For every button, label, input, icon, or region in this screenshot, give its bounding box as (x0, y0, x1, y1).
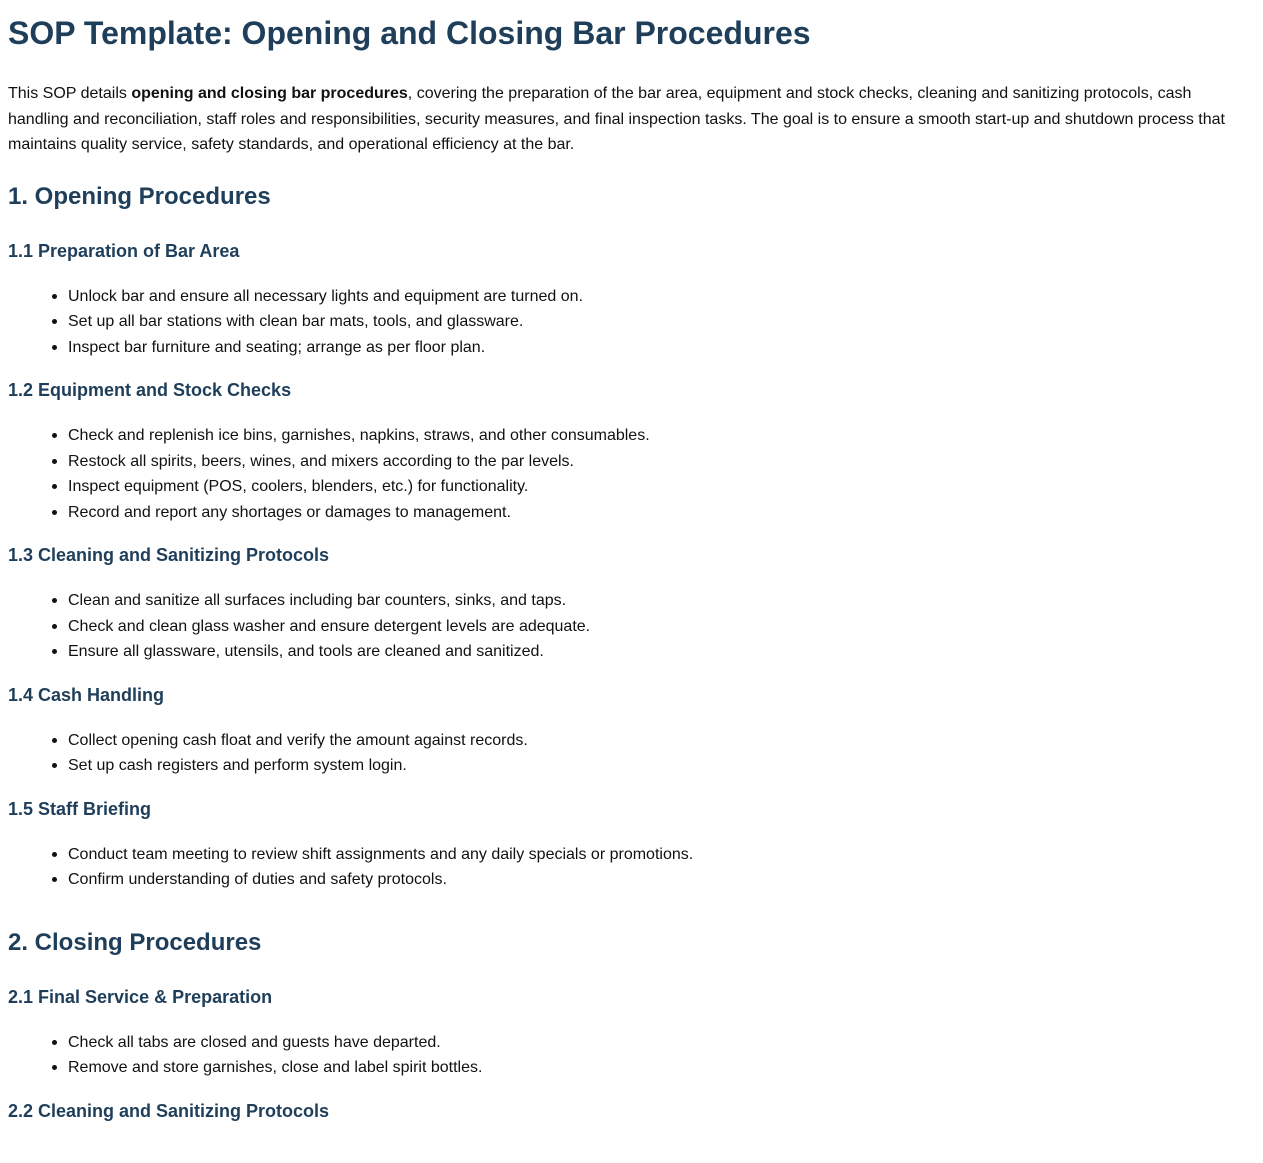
list-item: Unlock bar and ensure all necessary lights and equipment are turned on. (68, 284, 1255, 310)
section-title: 2. Closing Procedures (8, 928, 262, 956)
bullet-icon (52, 598, 57, 603)
subsection-title: 1.1 Preparation of Bar Area (8, 240, 240, 261)
list-item: Ensure all glassware, utensils, and tools are cleaned and sanitized. (68, 639, 1255, 665)
list-item: Check and clean glass washer and ensure detergent levels are adequate. (68, 614, 1255, 640)
bullet-icon (52, 624, 57, 629)
bullet-list (8, 728, 1255, 779)
list-item: Check all tabs are closed and guests have departed. (68, 1030, 1255, 1056)
subsection-title: 2.1 Final Service & Preparation (8, 986, 273, 1007)
bullet-list (8, 423, 1255, 525)
list-item: Remove and store garnishes, close and label spirit bottles. (68, 1055, 1255, 1081)
bullet-icon (52, 1040, 57, 1045)
intro-suffix: , covering the preparation of the bar area, equipment and stock checks, cleaning and sanitizing protocols, cash handling and reconciliation, staff roles and responsibilities, security measures, and final inspection tasks. The goal is to ensure a smooth start-up and shutdown process that maintains quality service, safety standards, and operational efficiency at the bar. (8, 85, 1225, 153)
bullet-list (8, 842, 1255, 893)
bullet-icon (52, 459, 57, 464)
subsection-title: 2.2 Cleaning and Sanitizing Protocols (8, 1100, 330, 1121)
intro-prefix: This SOP details (8, 85, 132, 102)
bullet-icon (52, 484, 57, 489)
subsection-title: 1.5 Staff Briefing (8, 798, 152, 819)
page-title: SOP Template: Opening and Closing Bar Procedures (8, 15, 811, 51)
bullet-icon (52, 345, 57, 350)
list-item: Set up cash registers and perform system login. (68, 753, 1255, 779)
list-item: Collect opening cash float and verify the amount against records. (68, 728, 1255, 754)
section-title: 1. Opening Procedures (8, 182, 271, 210)
list-item: Check and replenish ice bins, garnishes, napkins, straws, and other consumables. (68, 423, 1255, 449)
bullet-list (8, 588, 1255, 665)
list-item: Inspect bar furniture and seating; arrange as per floor plan. (68, 335, 1255, 361)
list-item: Clean and sanitize all surfaces including bar counters, sinks, and taps. (68, 588, 1255, 614)
bullet-icon (52, 294, 57, 299)
bullet-list (8, 284, 1255, 361)
bullet-icon (52, 1065, 57, 1070)
list-item: Inspect equipment (POS, coolers, blenders, etc.) for functionality. (68, 474, 1255, 500)
subsection-title: 1.3 Cleaning and Sanitizing Protocols (8, 545, 330, 565)
bullet-icon (52, 510, 57, 515)
list-item: Restock all spirits, beers, wines, and mixers according to the par levels. (68, 449, 1255, 475)
bullet-icon (52, 877, 57, 882)
bullet-icon (52, 433, 57, 438)
list-item: Record and report any shortages or damages to management. (68, 500, 1255, 526)
bullet-icon (52, 763, 57, 768)
subsection-title: 1.4 Cash Handling (8, 684, 165, 705)
bullet-icon (52, 738, 57, 743)
subsection-title: 1.2 Equipment and Stock Checks (8, 380, 292, 400)
intro-bold-phrase: opening and closing bar procedures (131, 85, 408, 102)
bullet-icon (52, 852, 57, 857)
bullet-list (8, 1030, 1255, 1081)
intro-paragraph (8, 81, 1253, 158)
bullet-icon (52, 649, 57, 654)
list-item: Conduct team meeting to review shift assignments and any daily specials or promotions. (68, 842, 1255, 868)
list-item: Confirm understanding of duties and safety protocols. (68, 867, 1255, 893)
bullet-icon (52, 319, 57, 324)
list-item: Set up all bar stations with clean bar mats, tools, and glassware. (68, 309, 1255, 335)
